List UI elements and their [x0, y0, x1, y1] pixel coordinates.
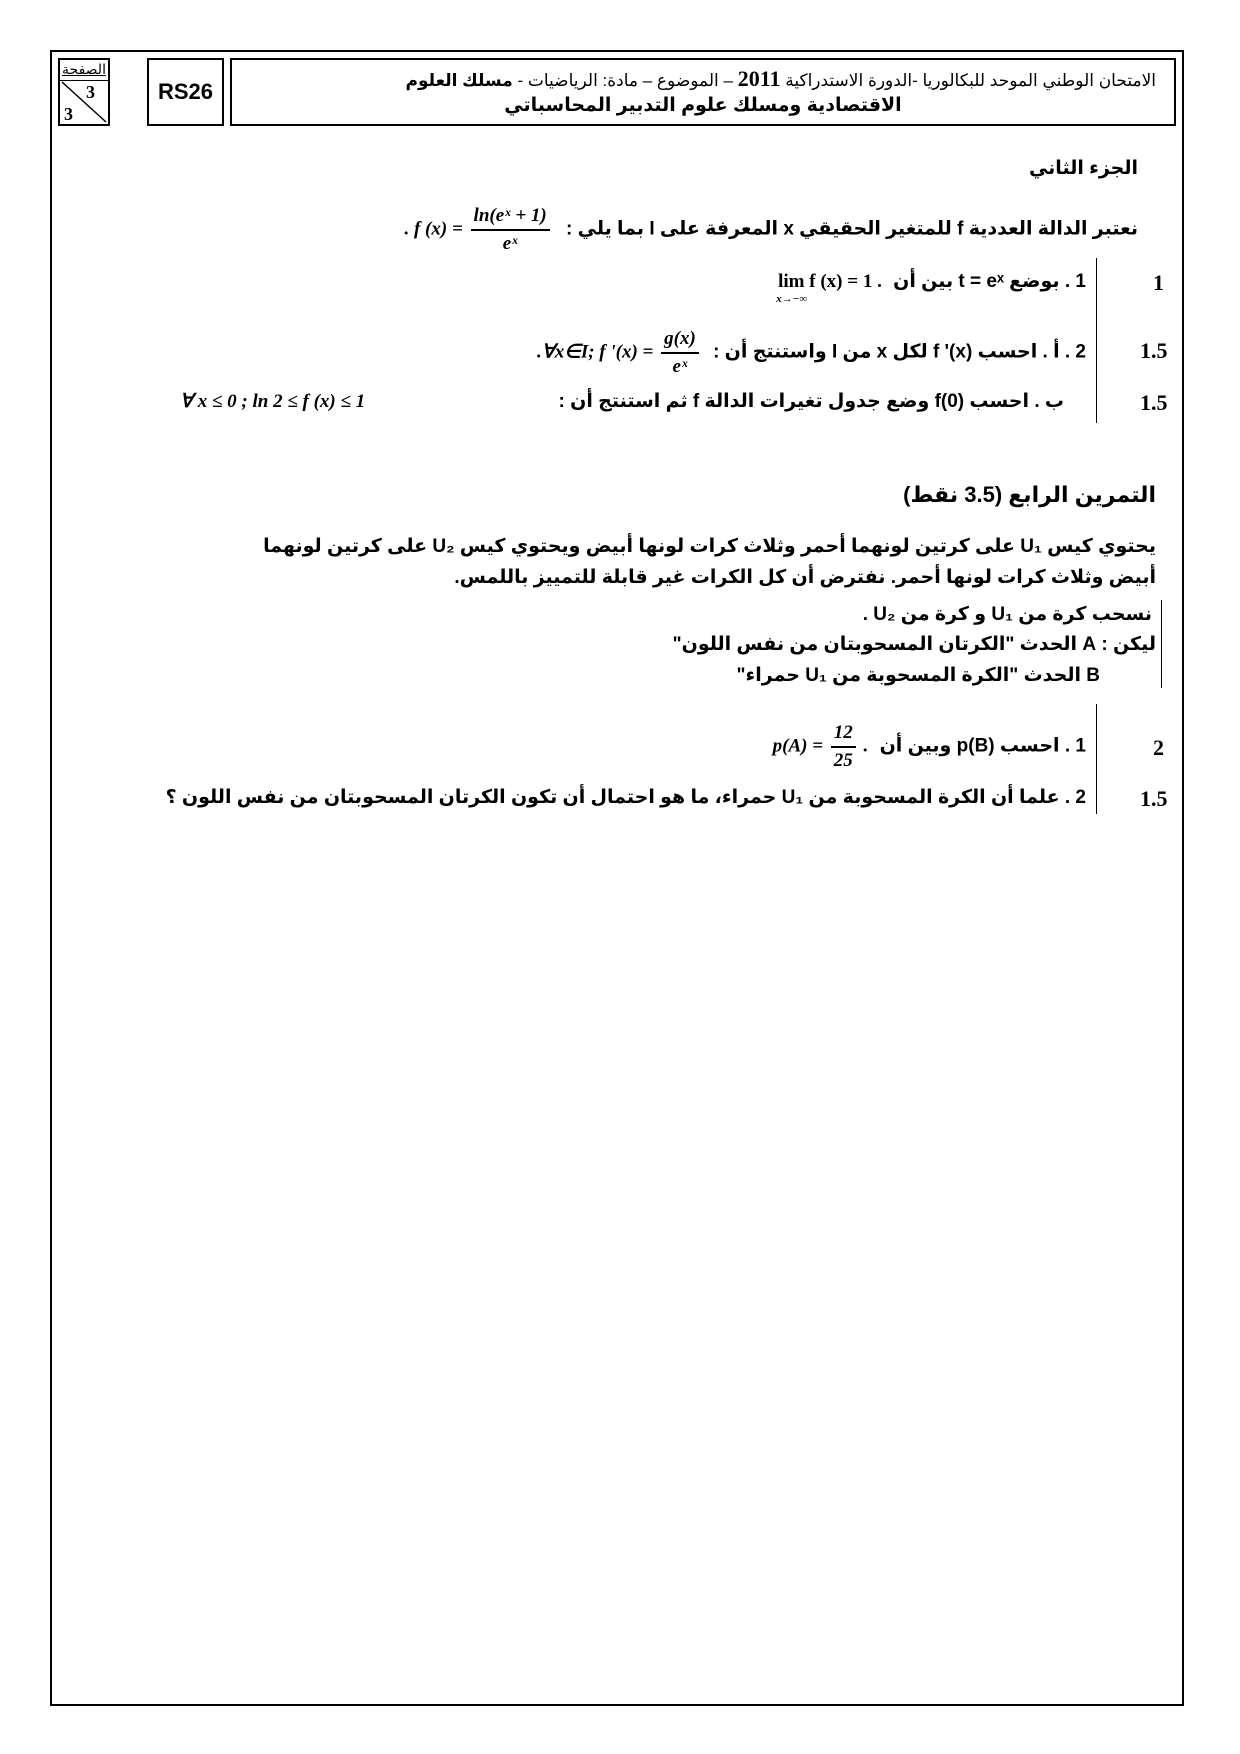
margin-rule-exercise4 — [1096, 704, 1097, 814]
score-q1: 1 — [1153, 270, 1164, 295]
exam-header — [52, 52, 1182, 132]
q1-limit-subscript: x→−∞ — [776, 293, 808, 305]
question-2a — [537, 328, 1086, 378]
question-text: . علما أن الكرة المسحوبة من U₁ حمراء، ما هو احتمال أن تكون الكرتان المسحوبتان من نفس اللون ؟ — [165, 787, 1071, 808]
margin-rule-events — [1161, 600, 1162, 688]
question-number: 1 — [1075, 271, 1086, 292]
intro-fraction — [471, 205, 550, 255]
exercise4-question-2 — [166, 786, 1086, 809]
exam-year: 2011 — [737, 66, 781, 91]
pa-lhs: p(A) = — [772, 735, 824, 757]
pa-denominator: 25 — [833, 750, 853, 771]
event-a-definition: ليكن : A الحدث "الكرتان المسحوبتان من نفس اللون" — [672, 634, 1156, 655]
intro-numerator: ln(eˣ + 1) — [471, 205, 550, 231]
question-1 — [776, 270, 1086, 305]
page-indicator — [58, 58, 110, 126]
margin-rule-part2 — [1096, 258, 1097, 423]
page-current: 3 — [86, 82, 95, 102]
question-2b: ب . احسب f(0) وضع جدول تغيرات الدالة f ثم استنتج أن : — [558, 391, 1064, 412]
q2a-numerator: g(x) — [661, 328, 699, 354]
score-ex4-q2: 1.5 — [1140, 786, 1168, 811]
score-q2a: 1.5 — [1140, 338, 1168, 363]
page-frame — [50, 50, 1184, 1706]
question-text: . احسب p(B) وبين أن — [879, 735, 1071, 757]
question-number: 2 — [1075, 787, 1086, 808]
score-ex4-q1: 2 — [1153, 735, 1164, 760]
exercise4-paragraph-line2: أبيض وثلاث كرات لونها أحمر. نفترض أن كل الكرات غير قابلة للتمييز باللمس. — [454, 567, 1156, 588]
exercise4-title: التمرين الرابع (3.5 نقط) — [903, 482, 1156, 507]
q2a-lhs: .∀x∈I; f '(x) = — [537, 341, 654, 363]
q2a-fraction — [661, 328, 699, 378]
page-label: الصفحة — [60, 60, 108, 81]
question-number: 1 — [1075, 735, 1086, 757]
pa-fraction — [831, 722, 856, 772]
question-text: . أ . احسب f '(x) لكل x من I واستنتج أن : — [713, 341, 1071, 363]
q2b-inequality: ∀ x ≤ 0 ; ln 2 ≤ f (x) ≤ 1 — [180, 391, 366, 412]
part2-title: الجزء الثاني — [1028, 158, 1138, 179]
q1-limit-expression: lim f (x) = 1 . — [778, 271, 882, 292]
part2-intro — [404, 205, 1138, 255]
title-track: مسلك العلوم — [405, 71, 513, 90]
exam-title-line1 — [406, 66, 1156, 92]
intro-lhs: . f (x) = — [404, 218, 463, 240]
pa-numerator: 12 — [831, 722, 856, 748]
question-number: 2 — [1075, 341, 1086, 363]
q1-limit — [776, 271, 882, 305]
intro-function-definition — [404, 205, 552, 255]
exam-title-line2: الاقتصادية ومسلك علوم التدبير المحاسباتي — [504, 95, 902, 116]
event-b-definition: B الحدث "الكرة المسحوبة من U₁ حمراء" — [736, 665, 1100, 686]
q2a-denominator: eˣ — [672, 356, 688, 377]
title-prefix: الامتحان الوطني الموحد للبكالوريا -الدورة الاستدراكية — [785, 71, 1156, 90]
exam-code: RS26 — [147, 58, 224, 126]
pa-value: p(A) = $\frac{12}{25}$ . — [772, 722, 869, 771]
exam-title — [230, 58, 1176, 126]
q2a-derivative — [537, 328, 702, 378]
intro-denominator: eˣ — [502, 233, 518, 254]
exercise4-question-1 — [773, 722, 1086, 772]
page-total: 3 — [64, 104, 73, 124]
intro-text: نعتبر الدالة العددية f للمتغير الحقيقي x المعرفة على I بما يلي : — [566, 218, 1138, 240]
question-text: . بوضع t = eˣ بين أن — [893, 271, 1071, 292]
score-q2b: 1.5 — [1140, 390, 1168, 415]
exercise4-paragraph-line1: يحتوي كيس U₁ على كرتين لونهما أحمر وثلاث كرات لونها أبيض ويحتوي كيس U₂ على كرتين لونهما — [263, 536, 1156, 557]
title-subject: – الموضوع – مادة: الرياضيات - — [517, 71, 733, 90]
draw-statement: نسحب كرة من U₁ و كرة من U₂ . — [862, 604, 1152, 625]
